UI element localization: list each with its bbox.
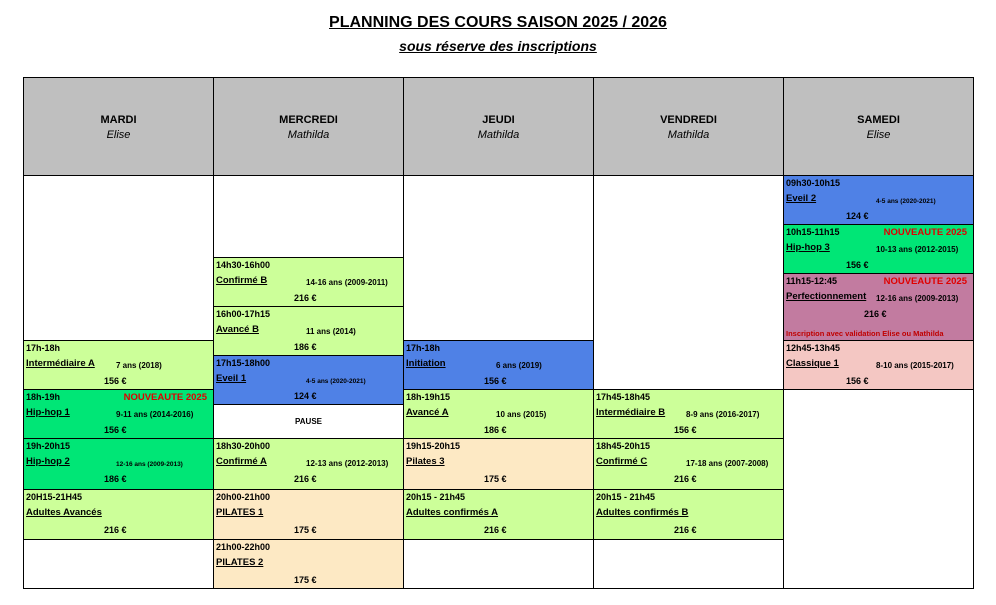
course-price: 216 € [864,309,887,319]
new-badge: NOUVEAUTE 2025 [123,392,207,403]
course-price: 216 € [484,525,507,535]
course-price: 156 € [484,376,507,386]
course-age: 12-16 ans (2009-2013) [876,294,959,303]
course-age: 4-5 ans (2020-2021) [876,198,936,205]
course-name: Hip-hop 3 [786,242,830,253]
course-price: 186 € [484,425,507,435]
course-price: 156 € [674,425,697,435]
course-price: 175 € [294,525,317,535]
course-name: Confirmé A [216,456,267,467]
course-age: 12-13 ans (2012-2013) [306,459,389,468]
course-age: 14-16 ans (2009-2011) [306,278,388,287]
course-cell-mercredi-pilates-2 [213,539,404,589]
course-name: Intermédiaire B [596,407,666,418]
day-name: MERCREDI [279,114,338,126]
course-cell-jeudi-initiation [403,340,594,390]
course-time: 18h-19h [26,392,61,402]
course-price: 186 € [294,342,317,352]
course-age: 4-5 ans (2020-2021) [306,378,366,385]
course-time: 20h15 - 21h45 [596,492,656,502]
course-time: 20h00-21h00 [216,492,271,502]
teacher-name: Mathilda [287,129,330,141]
course-cell-samedi-classique-1 [783,340,974,390]
course-name: Eveil 2 [786,193,817,204]
day-header-jeudi [403,77,594,176]
course-age: 12-16 ans (2009-2013) [116,461,183,468]
course-price: 156 € [104,376,127,386]
course-cell-samedi-eveil-2 [783,175,974,225]
course-cell-mercredi-pause [213,404,404,439]
course-time: 17h-18h [26,343,61,353]
course-cell-jeudi-avanc-a [403,389,594,439]
teacher-name: Mathilda [477,129,520,141]
course-cell-mardi-hip-hop-1 [23,389,214,439]
course-cell-mercredi-confirm-b [213,257,404,307]
course-price: 216 € [674,525,697,535]
teacher-name: Elise [106,129,131,141]
course-price: 186 € [104,474,127,484]
course-name: Confirmé C [596,456,648,467]
page-subtitle: sous réserve des inscriptions [399,38,597,54]
course-age: 11 ans (2014) [306,327,356,336]
course-name: Hip-hop 1 [26,407,70,418]
course-cell-jeudi-adultes-confirm-s-a [403,489,594,540]
course-cell-samedi-perfectionnement [783,273,974,341]
course-time: 19h-20h15 [26,441,71,451]
course-cell-vendredi-confirm-c [593,438,784,490]
course-name: Avancé B [216,324,259,335]
course-cell-jeudi-pilates-3 [403,438,594,490]
course-age: 6 ans (2019) [496,361,542,370]
course-time: 19h15-20h15 [406,441,461,451]
day-name: MARDI [100,114,137,126]
course-price: 216 € [104,525,127,535]
course-time: 11h15-12:45 [786,276,838,286]
course-price: 216 € [674,474,697,484]
course-cell-mercredi-avanc-b [213,306,404,356]
course-time: 17h45-18h45 [596,392,651,402]
course-name: Pilates 3 [406,456,445,467]
course-cell-mercredi-eveil-1 [213,355,404,405]
course-name: Classique 1 [786,358,839,369]
course-name: Initiation [406,358,446,369]
course-time: 20H15-21H45 [26,492,83,502]
course-name: Eveil 1 [216,373,247,384]
pause-label: PAUSE [295,417,322,426]
course-price: 124 € [294,391,317,401]
course-cell-samedi-hip-hop-3 [783,224,974,274]
course-time: 12h45-13h45 [786,343,841,353]
course-price: 156 € [104,425,127,435]
course-time: 18h-19h15 [406,392,451,402]
course-price: 156 € [846,376,869,386]
course-name: Adultes confirmés A [406,507,499,518]
course-name: PILATES 2 [216,557,264,568]
course-name: Hip-hop 2 [26,456,70,467]
page-title: PLANNING DES COURS SAISON 2025 / 2026 [329,14,667,31]
course-age: 9-11 ans (2014-2016) [116,410,194,419]
course-cell-vendredi-interm-diaire-b [593,389,784,439]
course-time: 16h00-17h15 [216,309,271,319]
day-name: SAMEDI [857,114,900,126]
teacher-name: Elise [866,129,891,141]
course-price: 216 € [294,293,317,303]
course-age: 8-10 ans (2015-2017) [876,361,954,370]
course-time: 17h15-18h00 [216,358,271,368]
course-age: 10-13 ans (2012-2015) [876,245,959,254]
new-badge: NOUVEAUTE 2025 [883,276,967,287]
course-price: 175 € [294,575,317,585]
course-cell-mardi-hip-hop-2 [23,438,214,490]
course-price: 216 € [294,474,317,484]
course-time: 20h15 - 21h45 [406,492,466,502]
teacher-name: Mathilda [667,129,710,141]
course-time: 18h30-20h00 [216,441,271,451]
course-cell-mardi-adultes-avanc-s [23,489,214,540]
course-time: 10h15-11h15 [786,227,840,237]
course-price: 124 € [846,211,869,221]
course-name: Avancé A [406,407,449,418]
course-price: 175 € [484,474,507,484]
course-name: PILATES 1 [216,507,264,518]
course-age: 10 ans (2015) [496,410,547,419]
course-age: 8-9 ans (2016-2017) [686,410,760,419]
grid-bottom-line [23,588,974,589]
course-name: Adultes confirmés B [596,507,689,518]
course-time: 18h45-20h15 [596,441,651,451]
course-name: Intermédiaire A [26,358,95,369]
registration-note: Inscription avec validation Elise ou Mathilda [786,329,944,338]
course-cell-mercredi-confirm-a [213,438,404,490]
course-time: 09h30-10h15 [786,178,841,188]
course-age: 7 ans (2018) [116,361,162,370]
course-time: 14h30-16h00 [216,260,271,270]
new-badge: NOUVEAUTE 2025 [883,227,967,238]
course-price: 156 € [846,260,869,270]
course-cell-mercredi-pilates-1 [213,489,404,540]
course-cell-mardi-interm-diaire-a [23,340,214,390]
course-age: 17-18 ans (2007-2008) [686,459,769,468]
course-name: Perfectionnement [786,291,867,302]
course-cell-vendredi-adultes-confirm-s-b [593,489,784,540]
day-header-vendredi [593,77,784,176]
day-header-samedi [783,77,974,176]
course-time: 21h00-22h00 [216,542,271,552]
day-header-mercredi [213,77,404,176]
day-header-mardi [23,77,214,176]
course-time: 17h-18h [406,343,441,353]
day-name: JEUDI [482,114,515,126]
day-name: VENDREDI [660,114,717,126]
course-name: Confirmé B [216,275,268,286]
course-name: Adultes Avancés [26,507,102,518]
